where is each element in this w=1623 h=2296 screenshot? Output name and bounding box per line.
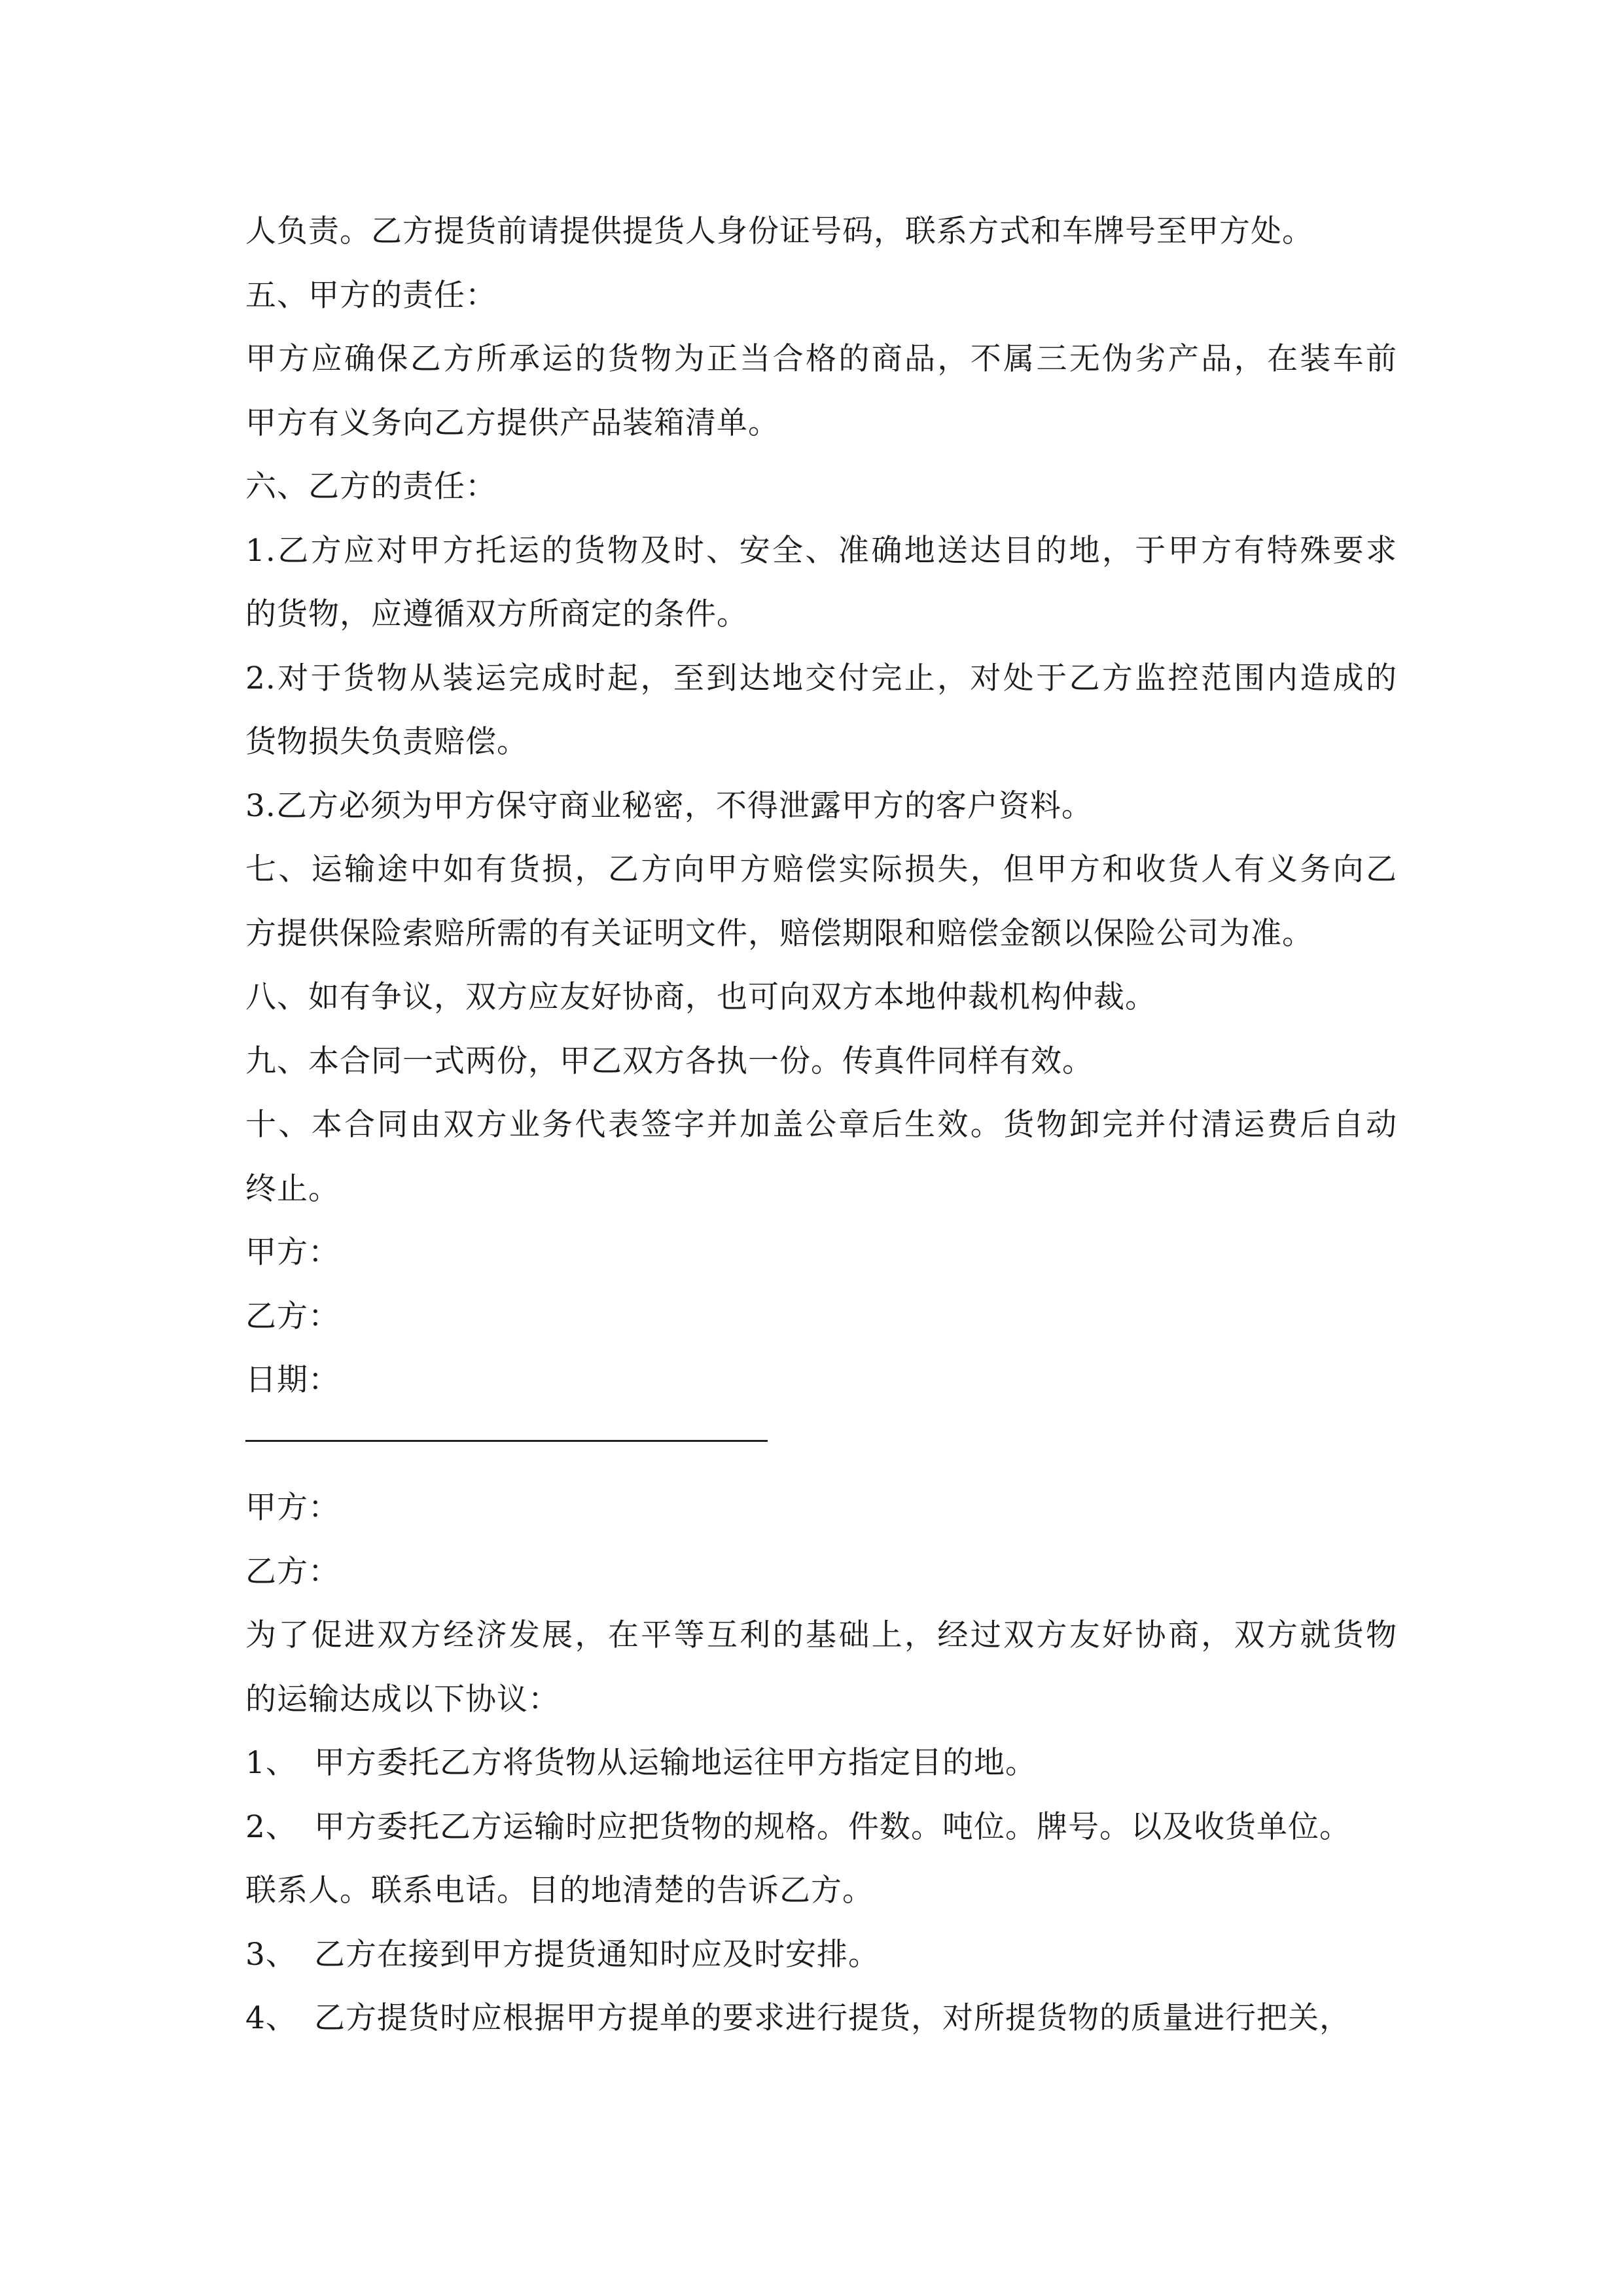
signature-party-a: 甲方： — [245, 1234, 340, 1270]
section-heading: 六、乙方的责任： — [245, 469, 497, 505]
list-item-text: 乙方提货时应根据甲方提单的要求进行提货，对所提货物的质量进行把关， — [314, 2000, 1351, 2036]
party-b-label: 乙方： — [245, 1553, 340, 1590]
party-a-label: 甲方： — [245, 1490, 340, 1526]
text-line: 人负责。乙方提货前请提供提货人身份证号码，联系方式和车牌号至甲方处。 — [245, 213, 1313, 249]
text-line: 3.乙方必须为甲方保守商业秘密，不得泄露甲方的客户资料。 — [245, 787, 1093, 824]
list-item — [245, 1986, 1397, 2051]
list-item — [245, 1923, 1397, 1987]
list-item-continuation — [245, 1859, 1397, 1923]
signature-party-b: 乙方： — [245, 1298, 340, 1335]
text-line: 为了促进双方经济发展，在平等互利的基础上，经过双方友好协商，双方就货物 — [245, 1617, 1397, 1653]
list-item — [245, 1731, 1397, 1795]
text-line: 2.对于货物从装运完成时起，至到达地交付完止，对处于乙方监控范围内造成的 — [245, 660, 1397, 696]
list-item-number: 1、 — [245, 1745, 297, 1781]
document-body — [245, 200, 1397, 2051]
text-line: 1.乙方应对甲方托运的货物及时、安全、准确地送达目的地，于甲方有特殊要求 — [245, 532, 1397, 569]
separator-rule — [245, 1412, 1397, 1477]
list-item-text: 甲方委托乙方运输时应把货物的规格。件数。吨位。牌号。以及收货单位。 — [314, 1808, 1351, 1845]
text-line: 货物损失负责赔偿。 — [245, 724, 528, 760]
text-line: 八、如有争议，双方应友好协商，也可向双方本地仲裁机构仲裁。 — [245, 979, 1156, 1015]
list-item-text: 联系人。联系电话。目的地清楚的告诉乙方。 — [245, 1873, 874, 1909]
list-item-text: 甲方委托乙方将货物从运输地运往甲方指定目的地。 — [314, 1745, 1037, 1781]
list-item-text: 乙方在接到甲方提货通知时应及时安排。 — [314, 1936, 880, 1973]
text-line: 九、本合同一式两份，甲乙双方各执一份。传真件同样有效。 — [245, 1043, 1094, 1079]
list-item-number: 4、 — [245, 2000, 297, 2036]
text-line: 的运输达成以下协议： — [245, 1681, 560, 1717]
list-item — [245, 1795, 1397, 1859]
text-line: 七、运输途中如有货损，乙方向甲方赔偿实际损失，但甲方和收货人有义务向乙 — [245, 852, 1397, 888]
text-line: 方提供保险索赔所需的有关证明文件，赔偿期限和赔偿金额以保险公司为准。 — [245, 915, 1313, 952]
signature-date: 日期： — [245, 1362, 340, 1398]
list-item-number: 3、 — [245, 1936, 297, 1973]
text-line: 的货物，应遵循双方所商定的条件。 — [245, 596, 748, 632]
text-line: 终止。 — [245, 1170, 340, 1207]
text-line: 甲方有义务向乙方提供产品装箱清单。 — [245, 404, 779, 441]
section-heading: 五、甲方的责任： — [245, 277, 497, 314]
list-item-number: 2、 — [245, 1808, 297, 1845]
text-line: 十、本合同由双方业务代表签字并加盖公章后生效。货物卸完并付清运费后自动 — [245, 1107, 1397, 1143]
text-line: 甲方应确保乙方所承运的货物为正当合格的商品，不属三无伪劣产品，在装车前 — [245, 341, 1397, 377]
separator-line — [245, 1440, 768, 1442]
